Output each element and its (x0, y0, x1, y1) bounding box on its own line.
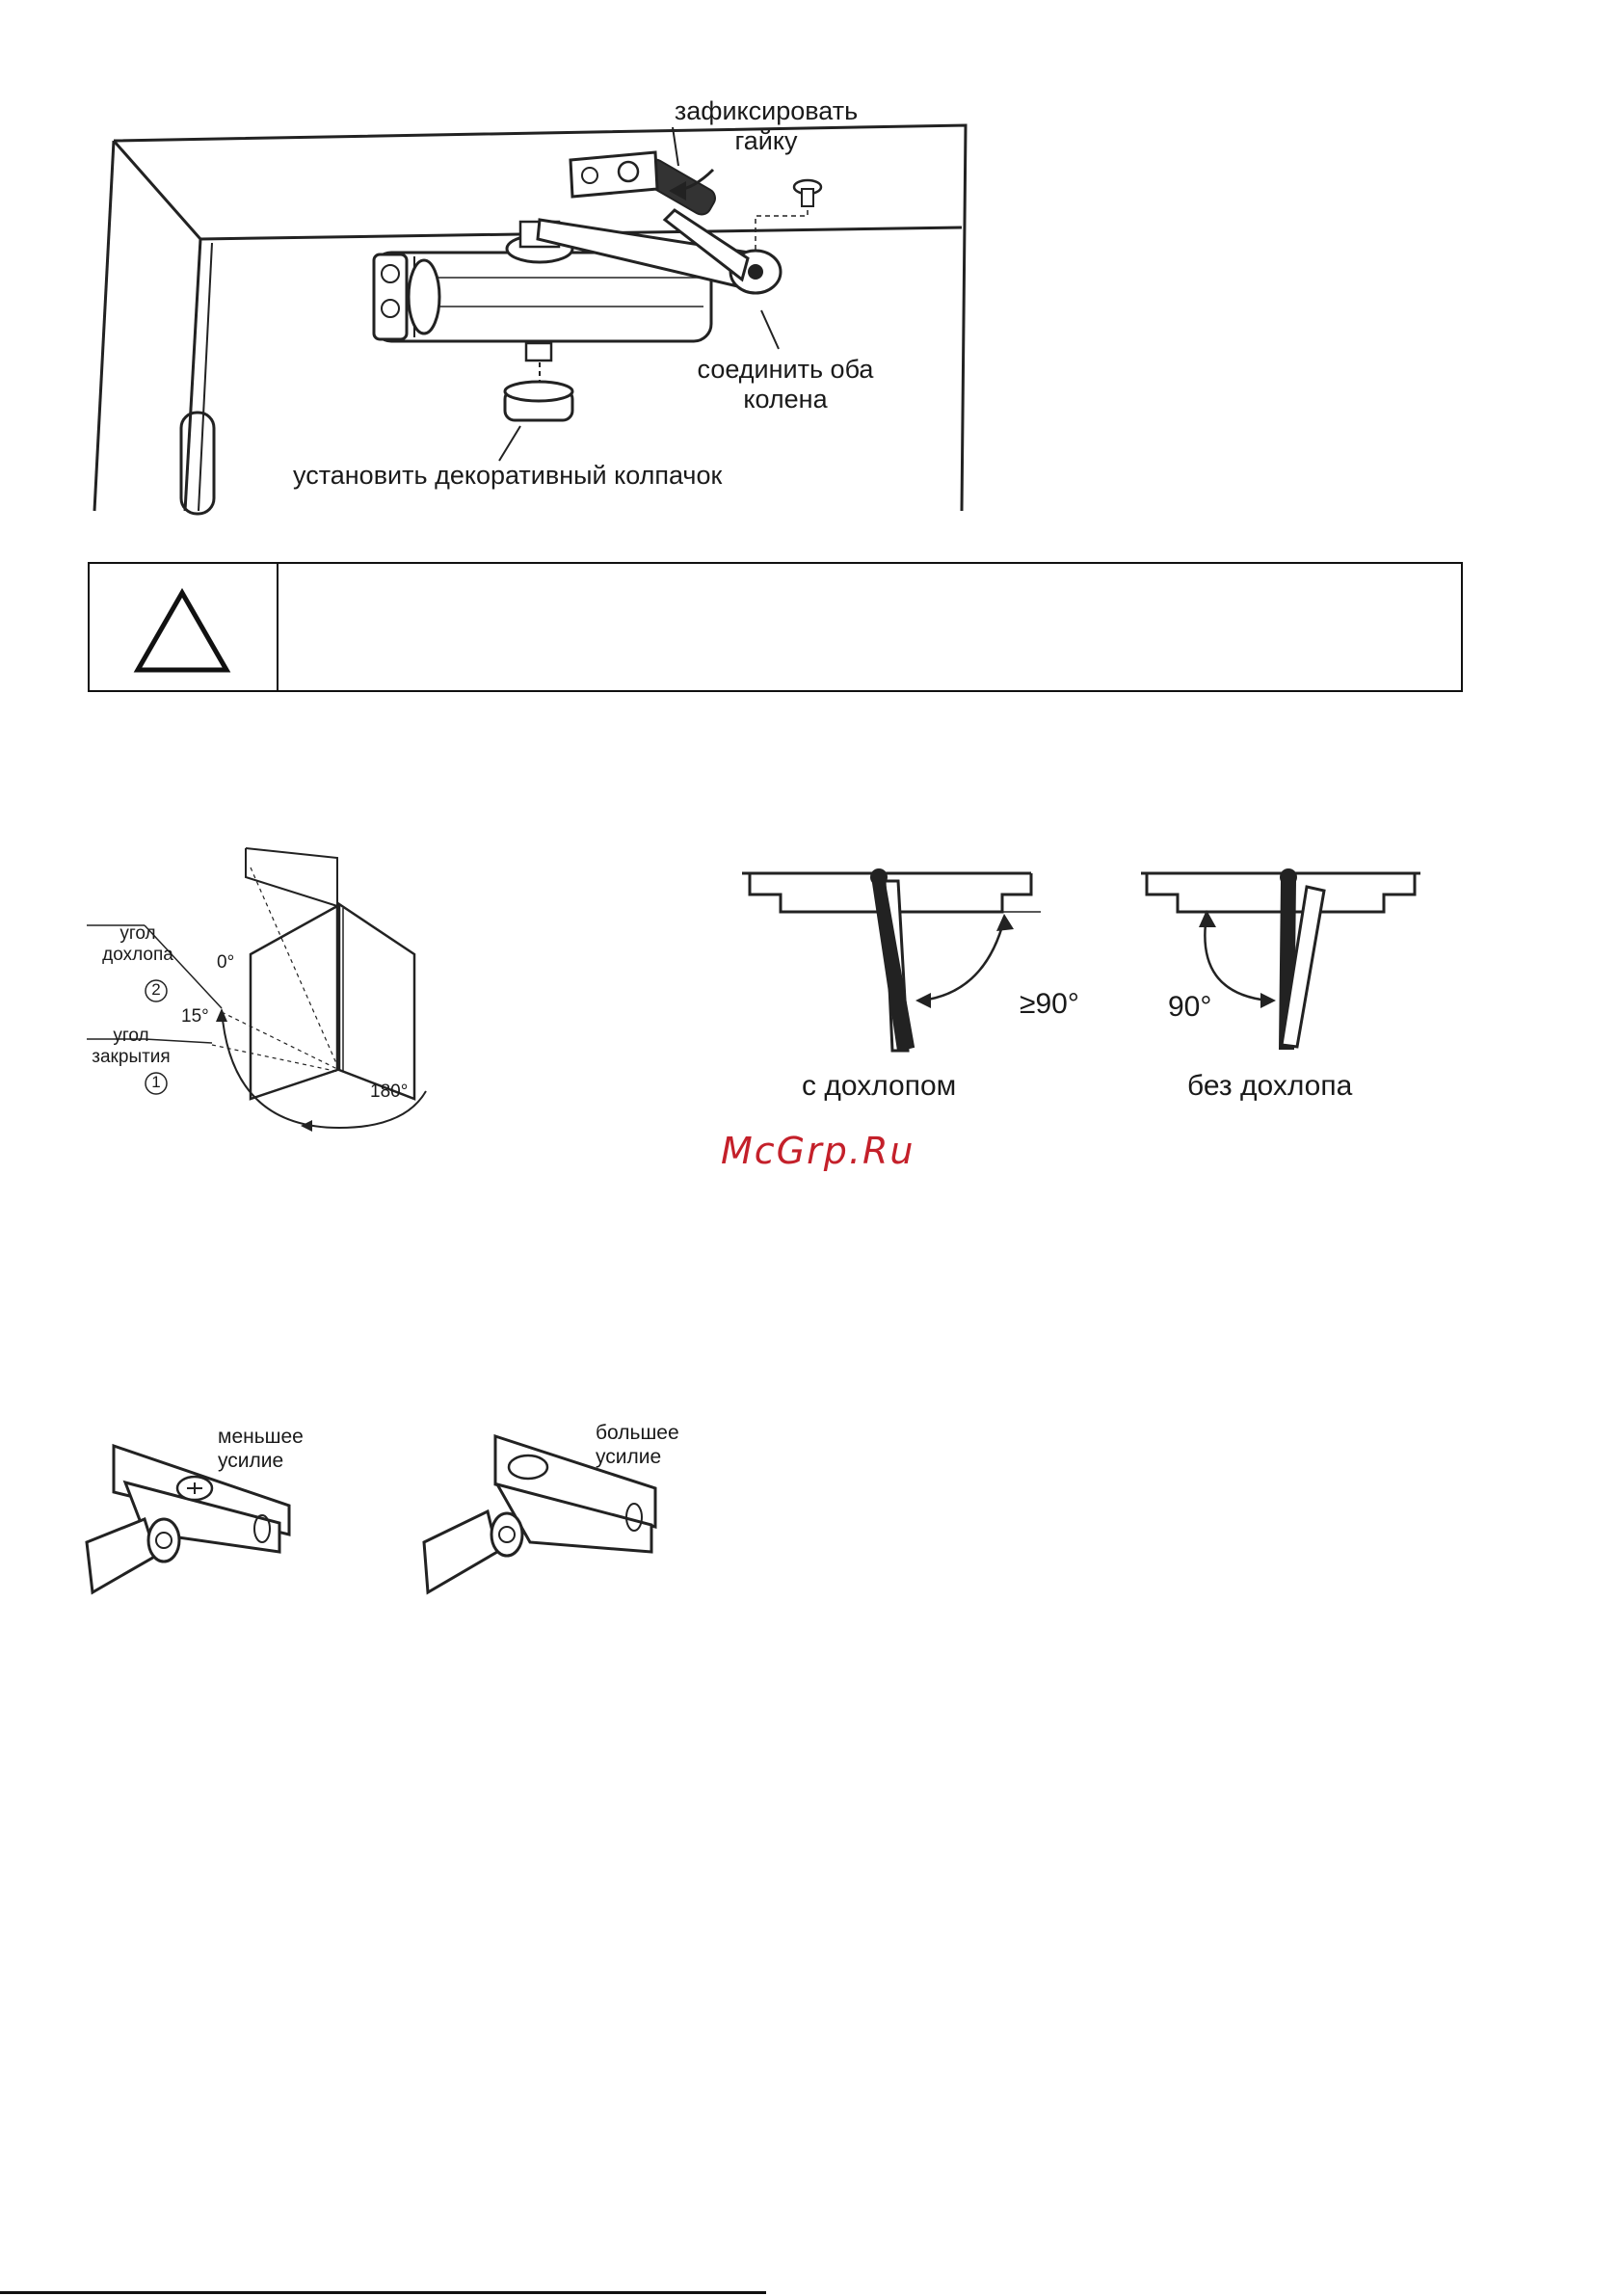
angle-0-label: 0° (217, 952, 235, 973)
watermark-text: McGrp.Ru (721, 1130, 915, 1172)
label-close-angle (83, 1026, 179, 1068)
label-close-angle-line1: угол (113, 1026, 149, 1046)
label-join-knees (679, 355, 891, 414)
more-force-label (596, 1421, 679, 1469)
angle-15-label: 15° (181, 1006, 209, 1027)
label-slam-angle (94, 923, 181, 966)
warning-icon-cell (90, 564, 279, 690)
label-close-angle-line2: закрытия (92, 1047, 171, 1067)
label-slam-angle-line1: угол (119, 923, 156, 944)
warning-triangle-icon (90, 564, 277, 690)
footer-divider (0, 2291, 766, 2294)
more-force-line1: большее (596, 1422, 679, 1444)
label-slam-number: 2 (151, 980, 161, 999)
with-slam-label: с дохлопом (802, 1070, 957, 1102)
warning-box (88, 562, 1463, 692)
without-slam-label: без дохлопа (1187, 1070, 1353, 1102)
installation-drawing (0, 0, 1618, 540)
label-join-knees-line2: колена (743, 385, 828, 414)
with-slam-angle-label: ≥90° (1020, 988, 1079, 1020)
label-join-knees-line1: соединить оба (697, 355, 874, 384)
less-force-label (218, 1425, 304, 1473)
label-slam-angle-line2: дохлопа (102, 945, 173, 965)
label-fix-nut (655, 96, 877, 156)
less-force-line2: усилие (218, 1450, 284, 1472)
more-force-line2: усилие (596, 1446, 662, 1468)
label-fix-nut-line2: гайку (734, 126, 798, 155)
label-close-number: 1 (151, 1073, 161, 1091)
mount-drawing (742, 858, 1455, 1089)
without-slam-angle-label: 90° (1168, 991, 1212, 1023)
angle-180-label: 180° (370, 1081, 409, 1102)
less-force-line1: меньшее (218, 1426, 304, 1448)
label-fix-nut-line1: зафиксировать (674, 96, 859, 125)
label-install-cap: установить декоративный колпачок (293, 461, 723, 490)
